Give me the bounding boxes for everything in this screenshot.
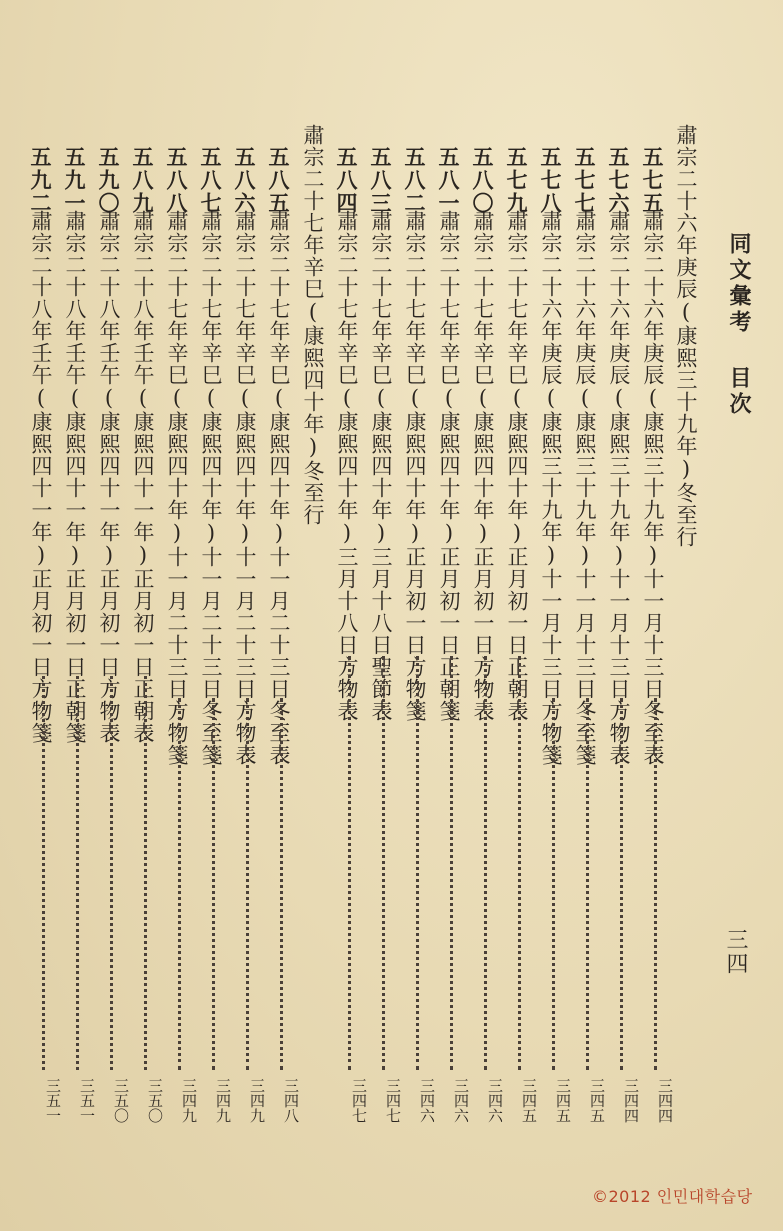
dot-leader: [212, 698, 215, 1070]
book-title: 同文彙考 目次: [726, 232, 752, 418]
entry-page: 三四七: [350, 1078, 368, 1123]
dot-leader: [654, 698, 657, 1070]
entry-number: 五八六: [232, 146, 257, 215]
entry-title[interactable]: 肅宗二十七年辛巳(康熙四十年)正月初一日方物表: [471, 210, 495, 722]
dot-leader: [382, 656, 385, 1070]
entry-title[interactable]: 肅宗二十六年庚辰(康熙三十九年)十一月十三日冬至箋: [573, 210, 597, 766]
entry-page: 三四九: [180, 1078, 198, 1123]
dot-leader: [42, 676, 45, 1070]
entry-page: 三四六: [418, 1078, 436, 1123]
section-heading: 肅宗二十六年庚辰(康熙三十九年)冬至行: [674, 124, 698, 548]
entry-title[interactable]: 肅宗二十七年辛巳(康熙四十年)正月初一日正朝表: [505, 210, 529, 722]
entry-page: 三四五: [520, 1078, 538, 1123]
entry-number: 五八〇: [470, 146, 495, 215]
entry-number: 五八七: [198, 146, 223, 215]
entry-title[interactable]: 肅宗二十七年辛巳(康熙四十年)十一月二十三日方物箋: [165, 210, 189, 766]
entry-number: 五八四: [334, 146, 359, 215]
page-number: 三四: [723, 928, 748, 976]
entry-page: 三五一: [44, 1078, 62, 1123]
dot-leader: [416, 656, 419, 1070]
entry-title[interactable]: 肅宗二十六年庚辰(康熙三十九年)十一月十三日方物箋: [539, 210, 563, 766]
entry-title[interactable]: 肅宗二十七年辛巳(康熙四十年)正月初一日方物箋: [403, 210, 427, 722]
entry-title[interactable]: 肅宗二十七年辛巳(康熙四十年)十一月二十三日冬至箋: [199, 210, 223, 766]
dot-leader: [178, 698, 181, 1070]
entry-page: 三四八: [282, 1078, 300, 1123]
entry-page: 三五〇: [112, 1078, 130, 1123]
dot-leader: [450, 656, 453, 1070]
dot-leader: [280, 698, 283, 1070]
entry-number: 五九〇: [96, 146, 121, 215]
entry-page: 三四九: [248, 1078, 266, 1123]
entry-title[interactable]: 肅宗二十八年壬午(康熙四十一年)正月初一日正朝表: [131, 210, 155, 744]
entry-title[interactable]: 肅宗二十七年辛巳(康熙四十年)十一月二十三日冬至表: [267, 210, 291, 766]
entry-page: 三五一: [78, 1078, 96, 1123]
entry-page: 三四五: [554, 1078, 572, 1123]
dot-leader: [518, 656, 521, 1070]
entry-number: 五八九: [130, 146, 155, 215]
entry-page: 三四四: [622, 1078, 640, 1123]
entry-title[interactable]: 肅宗二十八年壬午(康熙四十一年)正月初一日方物表: [97, 210, 121, 744]
entry-number: 五七八: [538, 146, 563, 215]
entry-title[interactable]: 肅宗二十六年庚辰(康熙三十九年)十一月十三日冬至表: [641, 210, 665, 766]
dot-leader: [246, 698, 249, 1070]
entry-page: 三四四: [656, 1078, 674, 1123]
entry-title[interactable]: 肅宗二十七年辛巳(康熙四十年)十一月二十三日方物表: [233, 210, 257, 766]
entry-title[interactable]: 肅宗二十八年壬午(康熙四十一年)正月初一日方物箋: [29, 210, 53, 744]
entry-title[interactable]: 肅宗二十七年辛巳(康熙四十年)三月十八日方物表: [335, 210, 359, 722]
entry-number: 五九一: [62, 146, 87, 215]
dot-leader: [620, 698, 623, 1070]
section-heading: 肅宗二十七年辛巳(康熙四十年)冬至行: [301, 124, 325, 526]
entry-page: 三五〇: [146, 1078, 164, 1123]
entry-title[interactable]: 肅宗二十八年壬午(康熙四十一年)正月初一日正朝箋: [63, 210, 87, 744]
entry-number: 五八八: [164, 146, 189, 215]
entry-title[interactable]: 肅宗二十七年辛巳(康熙四十年)正月初一日正朝箋: [437, 210, 461, 722]
entry-page: 三四五: [588, 1078, 606, 1123]
entry-title[interactable]: 肅宗二十七年辛巳(康熙四十年)三月十八日聖節表: [369, 210, 393, 722]
entry-page: 三四七: [384, 1078, 402, 1123]
entry-page: 三四六: [452, 1078, 470, 1123]
entry-number: 五八五: [266, 146, 291, 215]
dot-leader: [348, 656, 351, 1070]
entry-number: 五九二: [28, 146, 53, 215]
entry-number: 五八三: [368, 146, 393, 215]
dot-leader: [110, 676, 113, 1070]
entry-number: 五七七: [572, 146, 597, 215]
entry-number: 五七五: [640, 146, 665, 215]
entry-number: 五七九: [504, 146, 529, 215]
entry-number: 五七六: [606, 146, 631, 215]
dot-leader: [76, 676, 79, 1070]
entry-number: 五八一: [436, 146, 461, 215]
dot-leader: [144, 676, 147, 1070]
copyright-watermark: ©2012 인민대학습당: [592, 1187, 753, 1206]
dot-leader: [484, 656, 487, 1070]
dot-leader: [552, 698, 555, 1070]
entry-page: 三四六: [486, 1078, 504, 1123]
dot-leader: [586, 698, 589, 1070]
entry-page: 三四九: [214, 1078, 232, 1123]
entry-title[interactable]: 肅宗二十六年庚辰(康熙三十九年)十一月十三日方物表: [607, 210, 631, 766]
entry-number: 五八二: [402, 146, 427, 215]
